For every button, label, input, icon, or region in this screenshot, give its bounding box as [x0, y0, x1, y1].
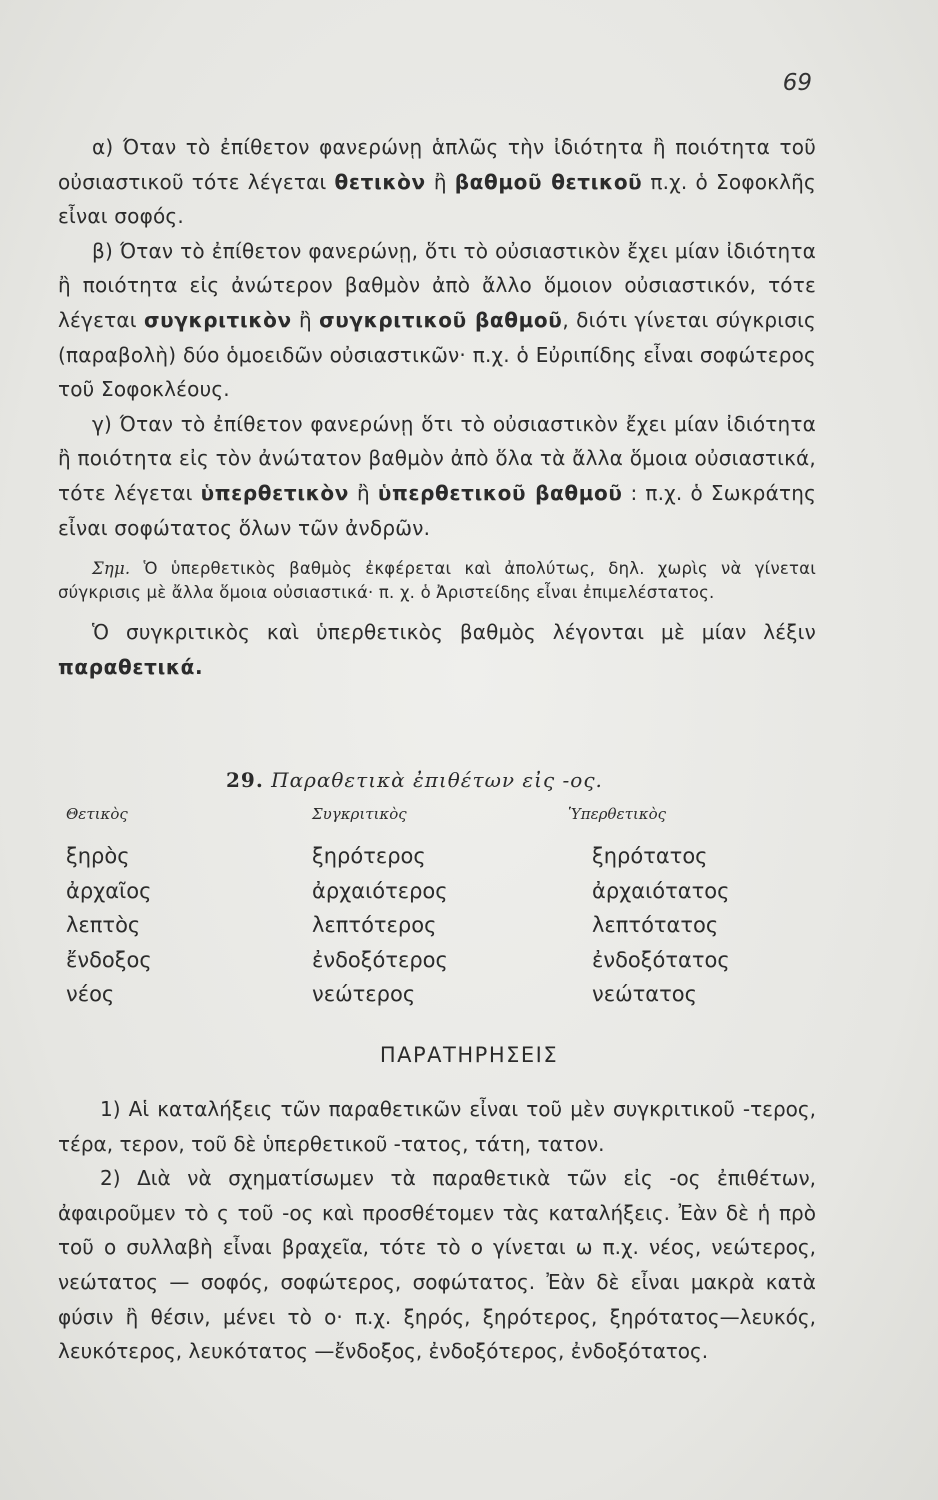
cell-superlative: λεπτότατος — [592, 913, 719, 937]
cell-comparative: ἐνδοξότερος — [312, 947, 448, 972]
note-text: Ὁ ὑπερθετικὸς βαθμὸς ἐκφέρεται καὶ ἀπολύτως, δηλ. χωρὶς νὰ γίνεται σύγκρισις μὲ ἄλλα ὅμοια οὐσιαστικά· π. χ. ὁ Ἀριστείδης εἶναι ἐπιμελέστατος. — [58, 559, 816, 603]
observation-item: 1) Αἱ καταλήξεις τῶν παραθετικῶν εἶναι τοῦ μὲν συγκριτικοῦ -τερος, τέρα, τερον, τοῦ δὲ ὑπερθετικοῦ -τατος, τάτη, τατον. — [58, 1097, 816, 1156]
table-row — [0, 982, 938, 1017]
term-comparative-degree: συγκριτικοῦ βαθμοῦ — [319, 307, 563, 332]
cell-comparative: νεώτερος — [312, 982, 416, 1006]
text-segment: ἢ — [291, 307, 320, 332]
cell-positive: ἔνδοξος — [66, 947, 152, 972]
table-row — [0, 948, 938, 983]
term-superlative: ὑπερθετικὸν — [200, 480, 349, 505]
text-segment: : π.χ. ὁ Σωκράτης εἶναι σοφώτατος ὅλων τῶν ἀνδρῶν. — [58, 480, 817, 540]
cell-comparative: ἀρχαιότερος — [312, 878, 448, 903]
paragraph-comparative — [58, 234, 816, 407]
observations-title: ΠΑΡΑΤΗΡΗΣΕΙΣ — [379, 1043, 559, 1067]
cell-superlative: ἐνδοξότατος — [592, 947, 730, 972]
term-parathetic: παραθετικά. — [58, 654, 204, 679]
text-segment: , διότι γίνεται σύγκρισις (παραβολὴ) δύο ὁμοειδῶν οὐσιαστικῶν· π.χ. ὁ Εὐριπίδης εἶναι σοφώτερος τοῦ Σοφοκλέους. — [58, 307, 816, 402]
section-title: Παραθετικὰ ἐπιθέτων εἰς -ος. — [271, 768, 603, 792]
cell-superlative: ξηρότατος — [592, 844, 708, 868]
text-segment: ἢ — [348, 480, 378, 505]
cell-positive: λεπτὸς — [66, 913, 141, 937]
header-superlative: Ὑπερθετικὸς — [568, 805, 667, 823]
text-segment: α) Όταν τὸ ἐπίθετον φανερώνῃ ἁπλῶς τὴν ἰδιότητα ἢ ποιότητα τοῦ οὐσιαστικοῦ τότε λέγεται — [58, 135, 816, 194]
observation-item: 2) Διὰ νὰ σχηματίσωμεν τὰ παραθετικὰ τῶν εἰς -ος ἐπιθέτων, ἀφαιροῦμεν τὸ ς τοῦ -ος καὶ προσθέτομεν τὰς καταλήξεις. Ἐὰν δὲ ἡ πρὸ τοῦ ο συλλαβὴ εἶναι βραχεῖα, τότε τὸ ο γίνεται ω π.χ. νέος, νεώτερος, νεώτατος — σοφός, σοφώτερος, σοφώτατος. Ἐὰν δὲ εἶναι μακρὰ κατὰ φύσιν ἢ θέσιν, μένει τὸ ο· π.χ. ξηρός, ξηρότερος, ξηρότατος—λευκός, λευκότερος, λευκότατος —ἔνδοξος, ἐνδοξότερος, ἐνδοξότατος. — [58, 1166, 816, 1364]
cell-positive: νέος — [66, 982, 115, 1006]
paragraph-positive — [58, 130, 816, 234]
observations — [58, 1092, 816, 1369]
term-positive: θετικὸν — [334, 169, 426, 194]
text-segment: β) Όταν τὸ ἐπίθετον φανερώνῃ, ὅτι τὸ οὐσιαστικὸν ἔχει μίαν ἰδιότητα ἢ ποιότητα εἰς ἀνώτερον βαθμὸν ἀπὸ ἄλλο ὅμοιον οὐσιαστικόν, τότε λέγεται — [58, 238, 816, 332]
cell-superlative: ἀρχαιότατος — [592, 878, 730, 903]
closing-paragraph — [58, 615, 816, 684]
text-segment: π.χ. ὁ Σοφοκλῆς εἶναι σοφός. — [58, 169, 816, 229]
degrees-table — [0, 844, 938, 1017]
text-segment: ἢ — [425, 169, 455, 194]
table-row — [0, 844, 938, 879]
table-row — [0, 913, 938, 948]
page-number: 69 — [782, 70, 812, 96]
cell-superlative: νεώτατος — [592, 982, 697, 1006]
note — [58, 557, 816, 605]
note-label: Σημ. — [92, 559, 131, 579]
cell-comparative: ξηρότερος — [312, 844, 426, 868]
table-headers — [0, 805, 938, 829]
table-row — [0, 879, 938, 914]
header-positive: Θετικὸς — [66, 805, 128, 823]
section-heading — [226, 768, 603, 792]
main-text — [58, 130, 816, 684]
term-positive-degree: βαθμοῦ θετικοῦ — [454, 169, 643, 194]
cell-positive: ξηρὸς — [66, 844, 130, 868]
term-comparative: συγκριτικὸν — [143, 307, 292, 332]
cell-comparative: λεπτότερος — [312, 913, 437, 937]
section-number: 29. — [226, 768, 264, 792]
term-superlative-degree: ὑπερθετικοῦ βαθμοῦ — [377, 480, 623, 505]
header-comparative: Συγκριτικὸς — [312, 805, 407, 823]
text-segment: γ) Όταν τὸ ἐπίθετον φανερώνῃ ὅτι τὸ οὐσιαστικὸν ἔχει μίαν ἰδιότητα ἢ ποιότητα εἰς τὸν ἀνώτατον βαθμὸν ἀπὸ ὅλα τὰ ἄλλα ὅμοια οὐσιαστικά, τότε λέγεται — [58, 411, 816, 505]
closing-text: Ὁ συγκριτικὸς καὶ ὑπερθετικὸς βαθμὸς λέγονται μὲ μίαν λέξιν — [92, 620, 816, 645]
paragraph-superlative — [58, 407, 816, 545]
cell-positive: ἀρχαῖος — [66, 878, 152, 903]
